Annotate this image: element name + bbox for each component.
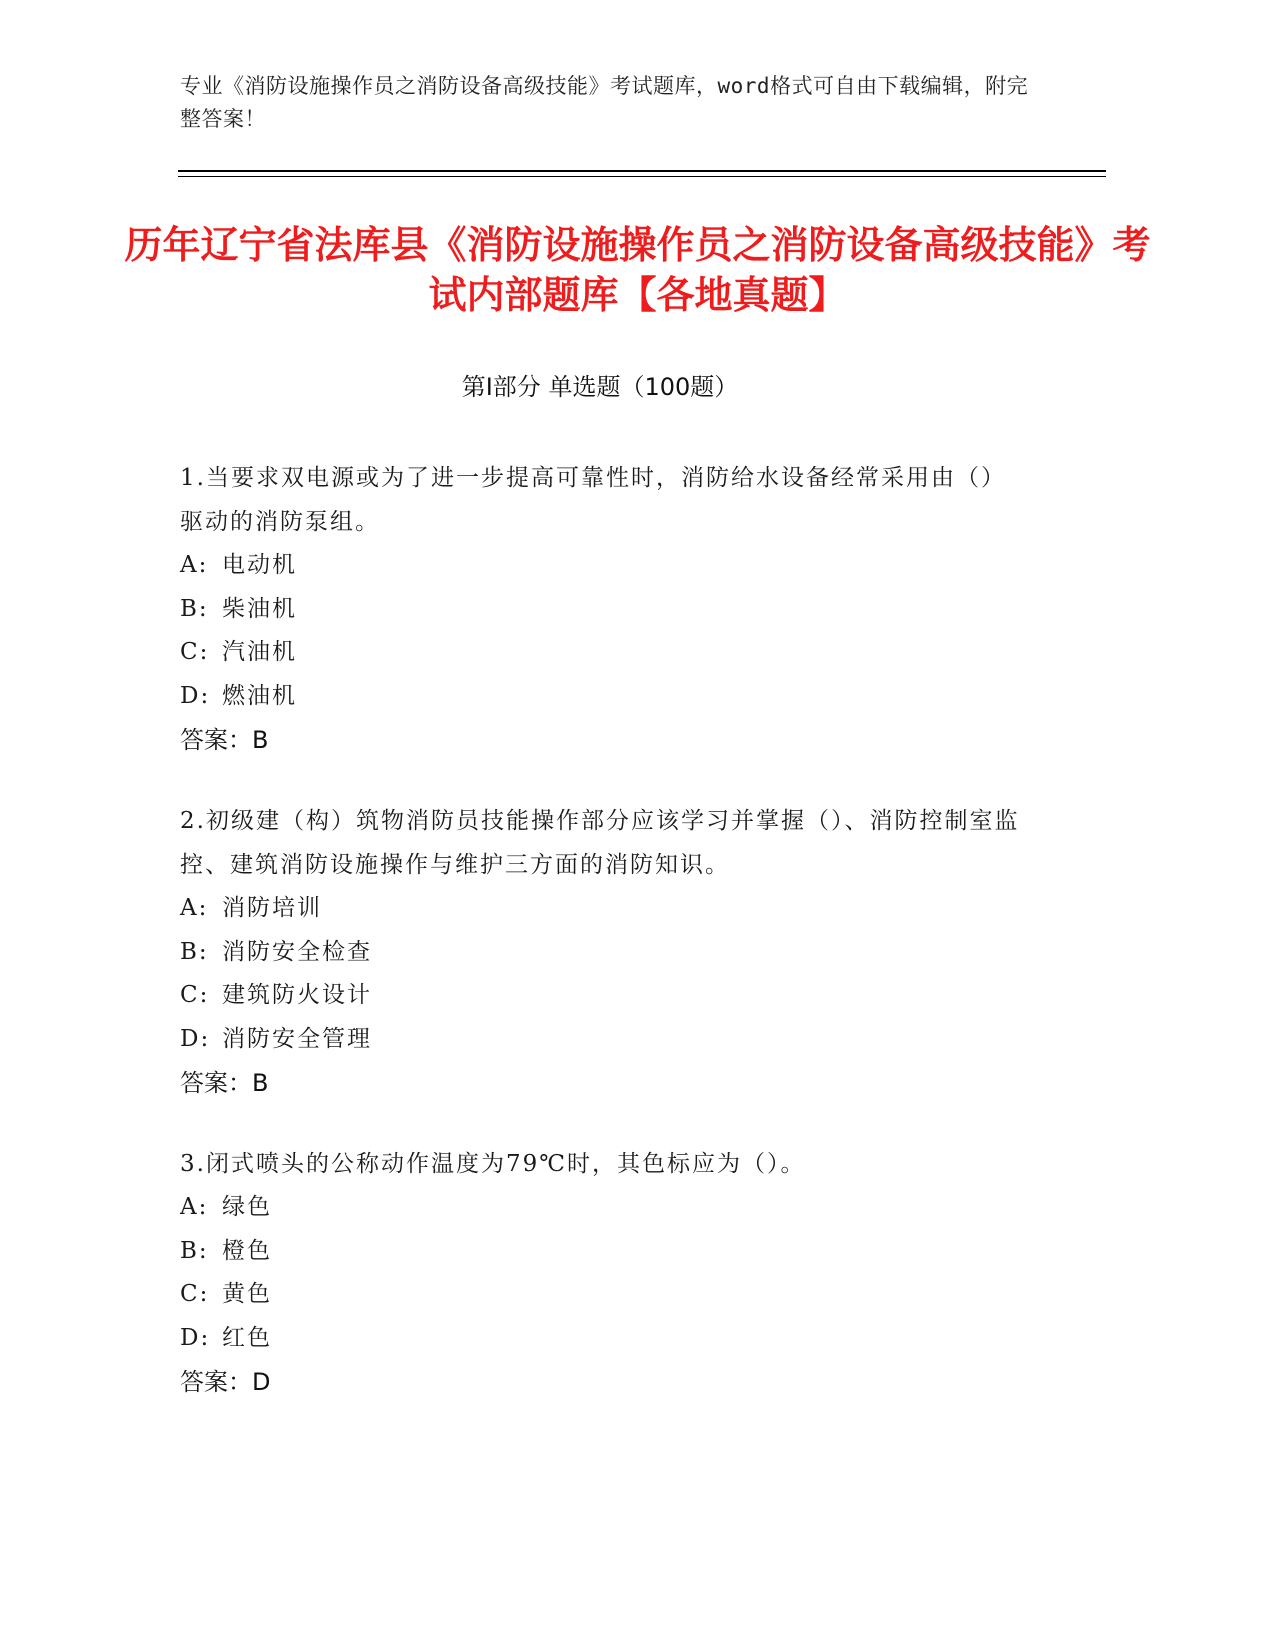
question-item	[180, 799, 1020, 1105]
option-c	[180, 1273, 1020, 1317]
option-text: 黄色	[222, 1281, 272, 1307]
option-letter: A:	[180, 1194, 209, 1220]
option-text: 汽油机	[222, 639, 297, 665]
question-stem: 3.闭式喷头的公称动作温度为79℃时，其色标应为（）。	[180, 1151, 806, 1177]
question-list	[180, 456, 1020, 1441]
option-a	[180, 544, 1020, 588]
option-letter: C:	[180, 982, 210, 1008]
option-text: 消防安全管理	[222, 1025, 372, 1052]
option-d	[180, 1317, 1020, 1361]
question-stem: 2.初级建（构）筑物消防员技能操作部分应该学习并掌握（）、消防控制室监控、建筑消防设施操作与维护三方面的消防知识。	[180, 808, 1020, 878]
answer-line: 答案：B	[180, 726, 269, 754]
option-letter: A:	[180, 552, 209, 578]
option-c	[180, 631, 1020, 675]
option-letter: B:	[180, 595, 209, 622]
option-text: 柴油机	[222, 595, 297, 622]
option-b	[180, 931, 1020, 975]
option-letter: C:	[180, 1281, 210, 1307]
option-letter: A:	[180, 895, 209, 921]
option-text: 消防培训	[222, 895, 322, 921]
option-a	[180, 1186, 1020, 1230]
option-d	[180, 675, 1020, 719]
question-item	[180, 1142, 1020, 1404]
question-stem: 1.当要求双电源或为了进一步提高可靠性时，消防给水设备经常采用由（）驱动的消防泵组。	[180, 465, 1006, 535]
option-text: 橙色	[222, 1237, 272, 1264]
answer-line: 答案：D	[180, 1368, 271, 1396]
option-text: 红色	[222, 1324, 272, 1351]
header-divider-thick	[178, 170, 1106, 172]
option-letter: C:	[180, 639, 210, 665]
header-note: 专业《消防设施操作员之消防设备高级技能》考试题库，word格式可自由下载编辑，附完整答案！	[180, 74, 1029, 131]
option-letter: D:	[180, 1324, 211, 1351]
option-letter: D:	[180, 1025, 211, 1052]
option-d	[180, 1018, 1020, 1062]
option-text: 建筑防火设计	[222, 982, 372, 1008]
section-title: 第Ⅰ部分 单选题（100题）	[461, 373, 739, 401]
header-divider-thin	[178, 176, 1106, 177]
option-b	[180, 1230, 1020, 1274]
option-letter: D:	[180, 682, 211, 709]
answer-line: 答案：B	[180, 1069, 269, 1097]
option-b	[180, 588, 1020, 632]
option-letter: B:	[180, 1237, 209, 1264]
option-text: 电动机	[222, 552, 297, 578]
option-letter: B:	[180, 938, 209, 965]
question-item	[180, 456, 1020, 762]
option-text: 燃油机	[222, 682, 297, 709]
option-text: 绿色	[222, 1194, 272, 1220]
option-c	[180, 974, 1020, 1018]
document-title: 历年辽宁省法库县《消防设施操作员之消防设备高级技能》考试内部题库【各地真题】	[124, 223, 1151, 317]
option-a	[180, 887, 1020, 931]
option-text: 消防安全检查	[222, 938, 372, 965]
